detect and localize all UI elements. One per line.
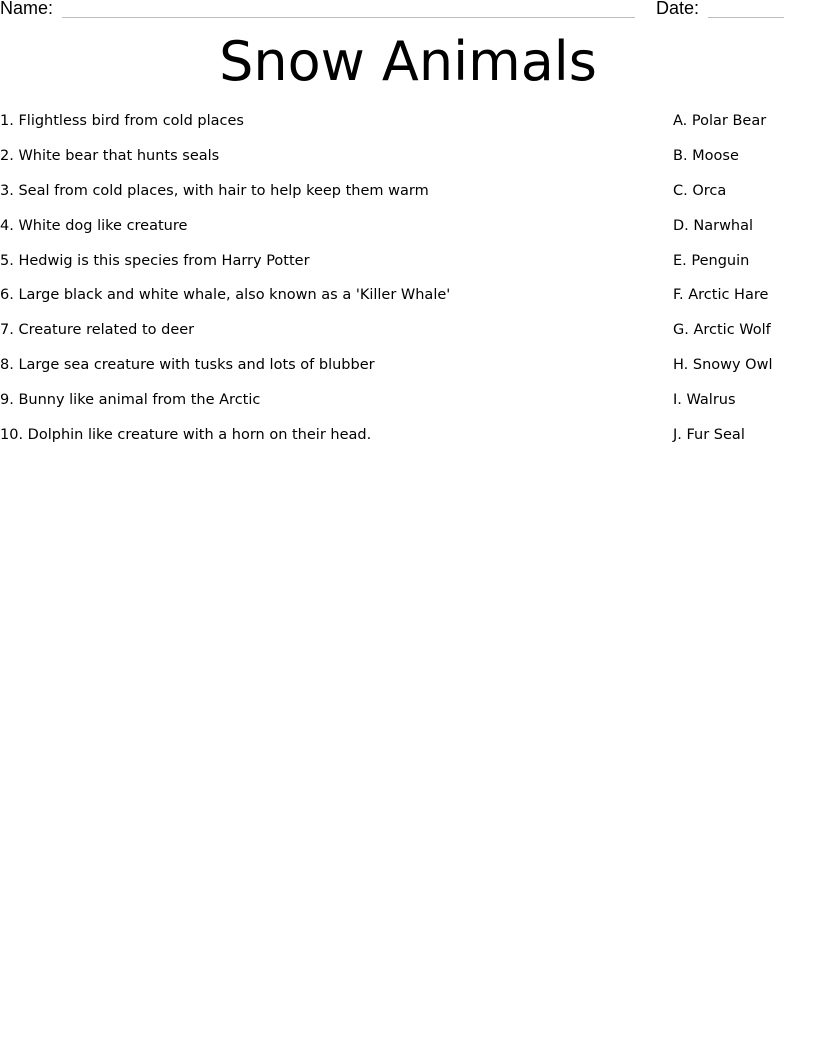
clue-text: 6. Large black and white whale, also known as a 'Killer Whale' bbox=[0, 287, 451, 304]
page-title: Snow Animals bbox=[219, 30, 597, 93]
answer-choice: B. Moose bbox=[673, 147, 739, 164]
clue-text: 5. Hedwig is this species from Harry Potter bbox=[0, 252, 310, 269]
answer-choice: F. Arctic Hare bbox=[673, 287, 769, 304]
list-item bbox=[0, 284, 816, 319]
clue-text: 2. White bear that hunts seals bbox=[0, 147, 220, 164]
clue-text: 3. Seal from cold places, with hair to help keep them warm bbox=[0, 182, 429, 199]
list-item bbox=[0, 354, 816, 389]
clue-text: 1. Flightless bird from cold places bbox=[0, 113, 244, 129]
list-item bbox=[0, 424, 816, 459]
answer-choice: H. Snowy Owl bbox=[673, 357, 773, 374]
answer-choice: E. Penguin bbox=[673, 252, 750, 269]
date-label: Date: bbox=[656, 0, 700, 18]
matching-list bbox=[0, 110, 816, 459]
list-item bbox=[0, 250, 816, 285]
clue-text: 8. Large sea creature with tusks and lots of blubber bbox=[0, 357, 375, 374]
answer-choice: J. Fur Seal bbox=[673, 427, 745, 444]
clue-text: 7. Creature related to deer bbox=[0, 322, 195, 339]
name-field[interactable] bbox=[62, 17, 635, 18]
list-item bbox=[0, 319, 816, 354]
answer-choice: C. Orca bbox=[673, 182, 727, 199]
answer-choice: I. Walrus bbox=[673, 392, 736, 409]
list-item bbox=[0, 215, 816, 250]
list-item bbox=[0, 389, 816, 424]
clue-text: 9. Bunny like animal from the Arctic bbox=[0, 392, 261, 409]
worksheet-header bbox=[0, 0, 816, 24]
answer-choice: G. Arctic Wolf bbox=[673, 322, 771, 339]
list-item bbox=[0, 110, 816, 145]
answer-choice: A. Polar Bear bbox=[673, 113, 767, 129]
clue-text: 10. Dolphin like creature with a horn on their head. bbox=[0, 427, 372, 444]
clue-text: 4. White dog like creature bbox=[0, 217, 188, 234]
date-field[interactable] bbox=[708, 17, 784, 18]
answer-choice: D. Narwhal bbox=[673, 217, 754, 234]
list-item bbox=[0, 180, 816, 215]
list-item bbox=[0, 145, 816, 180]
name-label: Name: bbox=[0, 0, 54, 18]
